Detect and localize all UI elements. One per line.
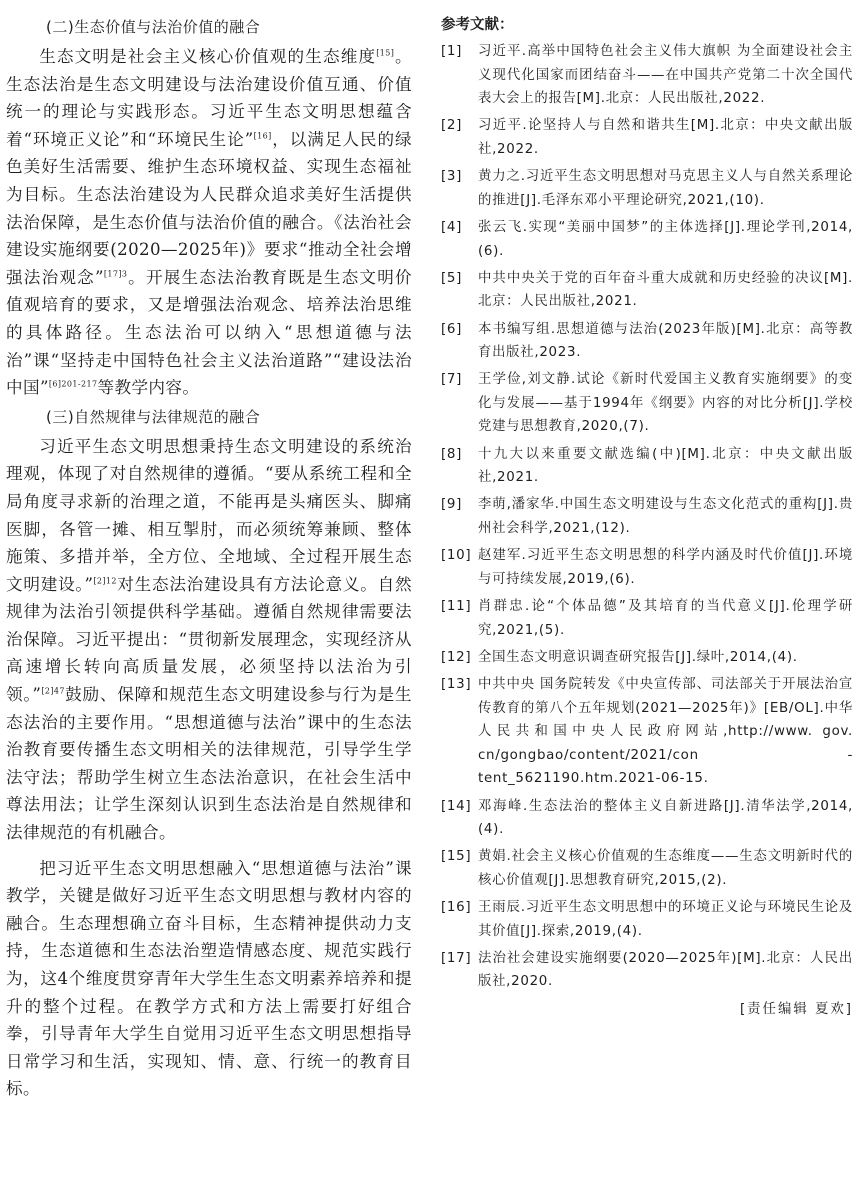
reference-number: [4]: [441, 219, 463, 235]
citation-marker: [2]12: [93, 576, 117, 586]
reference-text: 法治社会建设实施纲要(2020—2025年)[M].北京：人民出版社,2020.: [478, 950, 853, 990]
reference-text: 李萌,潘家华.中国生态文明建设与生态文化范式的重构[J].贵州社会科学,2021,(12).: [478, 497, 853, 537]
reference-text: 黄力之.习近平生态文明思想对马克思主义人与自然关系理论的推进[J].毛泽东邓小平理论研究,2021,(10).: [478, 169, 853, 208]
reference-text: 习近平.高举中国特色社会主义伟大旗帜 为全面建设社会主义现代化国家而团结奋斗——在中国共产党第二十次全国代表大会上的报告[M].北京：人民出版社,2022.: [478, 44, 853, 107]
paragraph-natural-law-norms: 习近平生态文明思想秉持生态文明建设的系统治理观，体现了对自然规律的遵循。“要从系统工程和全局角度寻求新的治理之道，不能再是头痛医头、脚痛医脚，各管一摊、相互掣肘，而必须统筹兼顾、整体施策、多措并举，全方位、全地域、全过程开展生态文明建设。”$^{[2]12}$对生态法治建设具有方法论意义。自然规律为法治引领提供科学基础。遵循自然规律需要法治保障。习近平提出：“贯彻新发展理念，实现经济从高速增长转向高质量发展，必须坚持以法治为引领。”$^{[2]47}$鼓励、保障和规范生态文明建设参与行为是生态法治的主要作用。“思想道德与法治”课中的生态法治教育要传播生态文明相关的法律规范，引导学生学法守法；帮助学生树立生态法治意识，在社会生活中尊法用法；让学生深刻认识到生态法治是自然规律和法律规范的有机融合。: [6, 436, 413, 843]
reference-number: [11]: [441, 599, 472, 614]
paragraph-ecological-legal-values: 生态文明是社会主义核心价值观的生态维度[15]。生态法治是生态文明建设与法治建设价值互通、价值统一的理论与实践形态。习近平生态文明思想蕴含着“环境正义论”和“环境民生论”[16]，以满足人民的绿色美好生活需要、维护生态环境权益、实现生态福祉为目标。生态法治建设为人民群众追求美好生活提供法治保障，是生态价值与法治价值的融合。《法治社会建设实施纲要(2020—2025年)》要求“推动全社会增强法治观念”$^{[17]3}$。开展生态法治教育既是生态文明价值观培育的要求，又是增强法治观念、培养法治思维的具体路径。生态法治可以纳入“思想道德与法治”课“坚持走中国特色社会主义法治道路”“建设法治中国”$^{[6]201-217}$等教学内容。: [6, 47, 412, 398]
reference-text: 王学俭,刘文静.试论《新时代爱国主义教育实施纲要》的变化与发展——基于1994年《纲要》内容的对比分析[J].学校党建与思想教育,2020,(7).: [478, 372, 853, 435]
reference-text: 全国生态文明意识调查研究报告[J].绿叶,2014,(4).: [478, 649, 798, 665]
left-column: [6, 14, 412, 1103]
reference-item: [441, 318, 853, 365]
reference-number: [12]: [441, 649, 472, 665]
reference-item: [441, 795, 853, 842]
reference-item: [441, 595, 853, 642]
reference-number: [7]: [441, 372, 463, 388]
reference-item: [441, 845, 853, 892]
reference-number: [9]: [441, 497, 463, 513]
reference-list: [441, 40, 853, 994]
reference-item: [441, 114, 853, 161]
reference-item: [441, 267, 853, 314]
reference-item: [441, 673, 853, 791]
reference-number: [16]: [441, 900, 472, 916]
responsible-editor: [责任编辑 夏欢]: [739, 1001, 853, 1017]
reference-number: [13]: [441, 676, 472, 692]
reference-number: [2]: [441, 118, 463, 134]
reference-number: [15]: [441, 849, 472, 865]
citation-marker: [16]: [253, 131, 272, 141]
citation-marker: [17]3: [103, 269, 128, 279]
section-heading-2: (二)生态价值与法治价值的融合: [46, 18, 261, 36]
reference-number: [10]: [441, 548, 472, 564]
reference-text: 张云飞.实现“美丽中国梦”的主体选择[J].理论学刊,2014,(6).: [478, 219, 853, 259]
paragraph-conclusion: 把习近平生态文明思想融入“思想道德与法治”课教学，关键是做好习近平生态文明思想与教材内容的融合。生态理想确立奋斗目标，生态精神提供动力支持，生态道德和生态法治塑造情感态度、规范实践行为，这4个维度贯穿青年大学生生态文明素养培养和提升的整个过程。在教学方式和方法上需要打好组合拳，引导青年大学生自觉用习近平生态文明思想指导日常学习和生活，实现知、情、意、行统一的教育目标。: [6, 858, 412, 1099]
reference-item: [441, 216, 853, 263]
reference-item: [441, 896, 853, 943]
reference-number: [6]: [441, 321, 463, 337]
reference-item: [441, 544, 853, 591]
reference-item: [441, 947, 853, 994]
reference-text: 习近平.论坚持人与自然和谐共生[M].北京：中央文献出版社,2022.: [478, 118, 853, 157]
reference-number: [3]: [441, 169, 463, 185]
reference-text: 赵建军.习近平生态文明思想的科学内涵及时代价值[J].环境与可持续发展,2019,(6).: [478, 548, 853, 587]
citation-marker: [15]: [376, 48, 395, 58]
reference-text: 黄娟.社会主义核心价值观的生态维度——生态文明新时代的核心价值观[J].思想教育研究,2015,(2).: [478, 849, 853, 888]
citation-marker: [2]47: [41, 686, 65, 696]
reference-item: [441, 443, 853, 490]
reference-item: [441, 493, 853, 540]
reference-text: 十九大以来重要文献选编(中)[M].北京：中央文献出版社,2021.: [478, 446, 853, 486]
reference-item: [441, 165, 853, 212]
reference-text: 肖群忠.论“个体品德”及其培育的当代意义[J].伦理学研究,2021,(5).: [478, 599, 853, 638]
reference-item: [441, 646, 853, 670]
right-column: [441, 14, 853, 1017]
reference-number: [5]: [441, 270, 463, 286]
citation-marker: [6]201-217: [48, 379, 98, 389]
reference-item: [441, 368, 853, 439]
reference-number: [1]: [441, 44, 463, 59]
reference-text: 中共中央关于党的百年奋斗重大成就和历史经验的决议[M].北京：人民出版社,2021.: [478, 270, 853, 310]
reference-text: 王雨辰.习近平生态文明思想中的环境正义论与环境民生论及其价值[J].探索,2019,(4).: [478, 900, 853, 939]
section-heading-3: (三)自然规律与法律规范的融合: [46, 407, 261, 426]
reference-item: [441, 40, 853, 111]
reference-text: 邓海峰.生态法治的整体主义自新进路[J].清华法学,2014,(4).: [478, 798, 853, 838]
references-title: 参考文献：: [441, 17, 514, 33]
reference-number: [8]: [441, 446, 463, 462]
reference-number: [17]: [441, 950, 472, 966]
reference-text: 本书编写组.思想道德与法治(2023年版)[M].北京：高等教育出版社,2023.: [478, 321, 853, 361]
reference-number: [14]: [441, 798, 472, 814]
reference-text: 中共中央 国务院转发《中央宣传部、司法部关于开展法治宣传教育的第八个五年规划(2021—2025年)》[EB/OL].中华人民共和国中央人民政府网站,http://www. gov. cn/gongbao/content/2021/con - tent_5621190.htm.2021-06-15.: [478, 676, 853, 787]
